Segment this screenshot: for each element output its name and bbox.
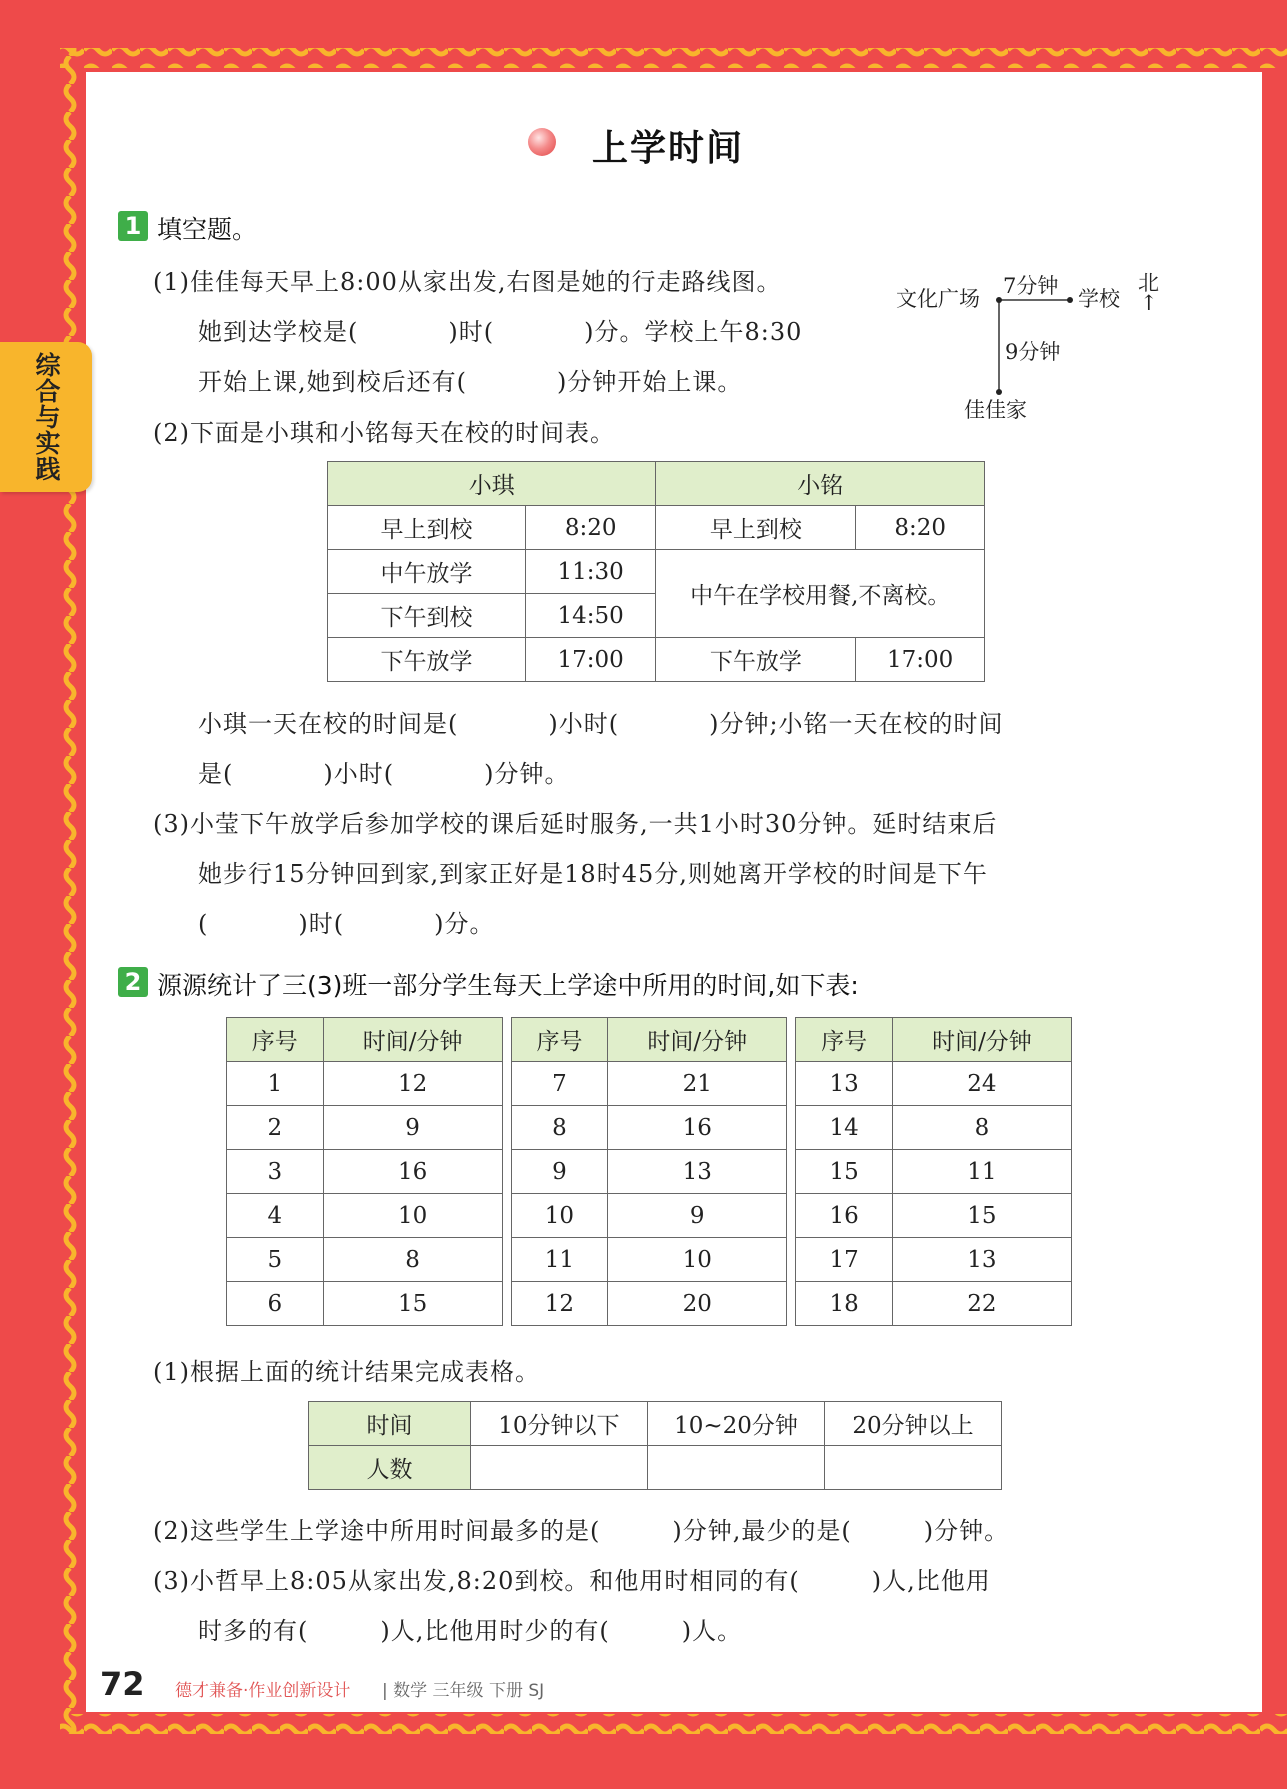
answer-cell[interactable] (647, 1446, 824, 1490)
q2-p3-line2: 时多的有( )人,比他用时少的有( )人。 (198, 1617, 743, 1645)
q2-p2-line: (2)这些学生上学途中所用时间最多的是( )分钟,最少的是( )分钟。 (153, 1517, 1010, 1545)
school-schedule-table (327, 461, 985, 682)
school-label: 学校 (1078, 287, 1120, 311)
north-arrow-icon: ↑ (1140, 291, 1158, 315)
culture-square-label: 文化广场 (896, 287, 980, 311)
summary-header: 10分钟以下 (470, 1402, 647, 1446)
question-number: 2 (118, 967, 148, 997)
table-cell: 中午放学 (328, 550, 526, 594)
commute-time-table (226, 1017, 1072, 1326)
table-cell: 早上到校 (656, 506, 856, 550)
table-cell: 早上到校 (328, 506, 526, 550)
table-row: 6 15 12 20 18 22 (227, 1282, 1072, 1326)
table-cell: 11:30 (525, 550, 656, 594)
table-row: 1 12 7 21 13 24 (227, 1062, 1072, 1106)
table-cell: 17:00 (525, 638, 656, 682)
table-row: 5 8 11 10 17 13 (227, 1238, 1072, 1282)
north-label: 北 (1138, 271, 1159, 295)
footer-info: | 数学 三年级 下册 SJ (382, 1681, 545, 1701)
table-cell: 8:20 (525, 506, 656, 550)
q2-p3-line1: (3)小哲早上8:05从家出发,8:20到校。和他用时相同的有( )人,比他用 (153, 1567, 991, 1595)
title-bullet-icon (528, 128, 556, 156)
table-cell: 8:20 (856, 506, 985, 550)
answer-cell[interactable] (470, 1446, 647, 1490)
summary-header: 时间 (309, 1402, 471, 1446)
section-tab: 综合与实践 (0, 342, 92, 492)
home-label: 佳佳家 (964, 398, 1027, 422)
col-header: 序号 (227, 1018, 324, 1062)
q1-p2-answer2: 是( )小时( )分钟。 (198, 760, 570, 788)
q1-p2-line1: (2)下面是小琪和小铭每天在校的时间表。 (153, 419, 615, 447)
summary-table (308, 1401, 1002, 1490)
table-cell: 14:50 (525, 594, 656, 638)
table-cell: 下午放学 (328, 638, 526, 682)
question-number: 1 (118, 211, 148, 241)
page-number: 72 (100, 1665, 145, 1703)
time-7-label: 7分钟 (1003, 274, 1059, 298)
col-header: 序号 (796, 1018, 893, 1062)
table-cell: 下午到校 (328, 594, 526, 638)
q1-p2-answer1: 小琪一天在校的时间是( )小时( )分钟;小铭一天在校的时间 (198, 710, 1004, 738)
answer-cell[interactable] (825, 1446, 1002, 1490)
table-cell-merged: 中午在学校用餐,不离校。 (656, 550, 985, 638)
question-heading: 填空题。 (157, 215, 258, 244)
q1-p3-line3: ( )时( )分。 (198, 910, 495, 938)
table-row: 2 9 8 16 14 8 (227, 1106, 1072, 1150)
q1-p3-line2: 她步行15分钟回到家,到家正好是18时45分,则她离开学校的时间是下午 (198, 860, 988, 888)
table-row: 3 16 9 13 15 11 (227, 1150, 1072, 1194)
time-9-label: 9分钟 (1005, 340, 1061, 364)
q1-p1-line1: (1)佳佳每天早上8:00从家出发,右图是她的行走路线图。 (153, 268, 782, 296)
q2-p1-line: (1)根据上面的统计结果完成表格。 (153, 1358, 540, 1386)
footer-brand: 德才兼备·作业创新设计 (175, 1681, 351, 1701)
name-header: 小琪 (328, 462, 656, 506)
col-header: 时间/分钟 (323, 1018, 502, 1062)
table-cell: 下午放学 (656, 638, 856, 682)
table-cell: 17:00 (856, 638, 985, 682)
q1-p3-line1: (3)小莹下午放学后参加学校的课后延时服务,一共1小时30分钟。延时结束后 (153, 810, 998, 838)
name-header: 小铭 (656, 462, 985, 506)
summary-header: 20分钟以上 (825, 1402, 1002, 1446)
q1-p1-line2: 她到达学校是( )时( )分。学校上午8:30 (198, 318, 803, 346)
col-header: 时间/分钟 (892, 1018, 1071, 1062)
question-heading: 源源统计了三(3)班一部分学生每天上学途中所用的时间,如下表: (157, 971, 859, 1000)
table-row: 4 10 10 9 16 15 (227, 1194, 1072, 1238)
q1-p1-line3: 开始上课,她到校后还有( )分钟开始上课。 (198, 368, 743, 396)
summary-row-label: 人数 (309, 1446, 471, 1490)
col-header: 序号 (511, 1018, 608, 1062)
col-header: 时间/分钟 (608, 1018, 787, 1062)
page-title: 上学时间 (592, 128, 745, 169)
summary-header: 10~20分钟 (647, 1402, 824, 1446)
